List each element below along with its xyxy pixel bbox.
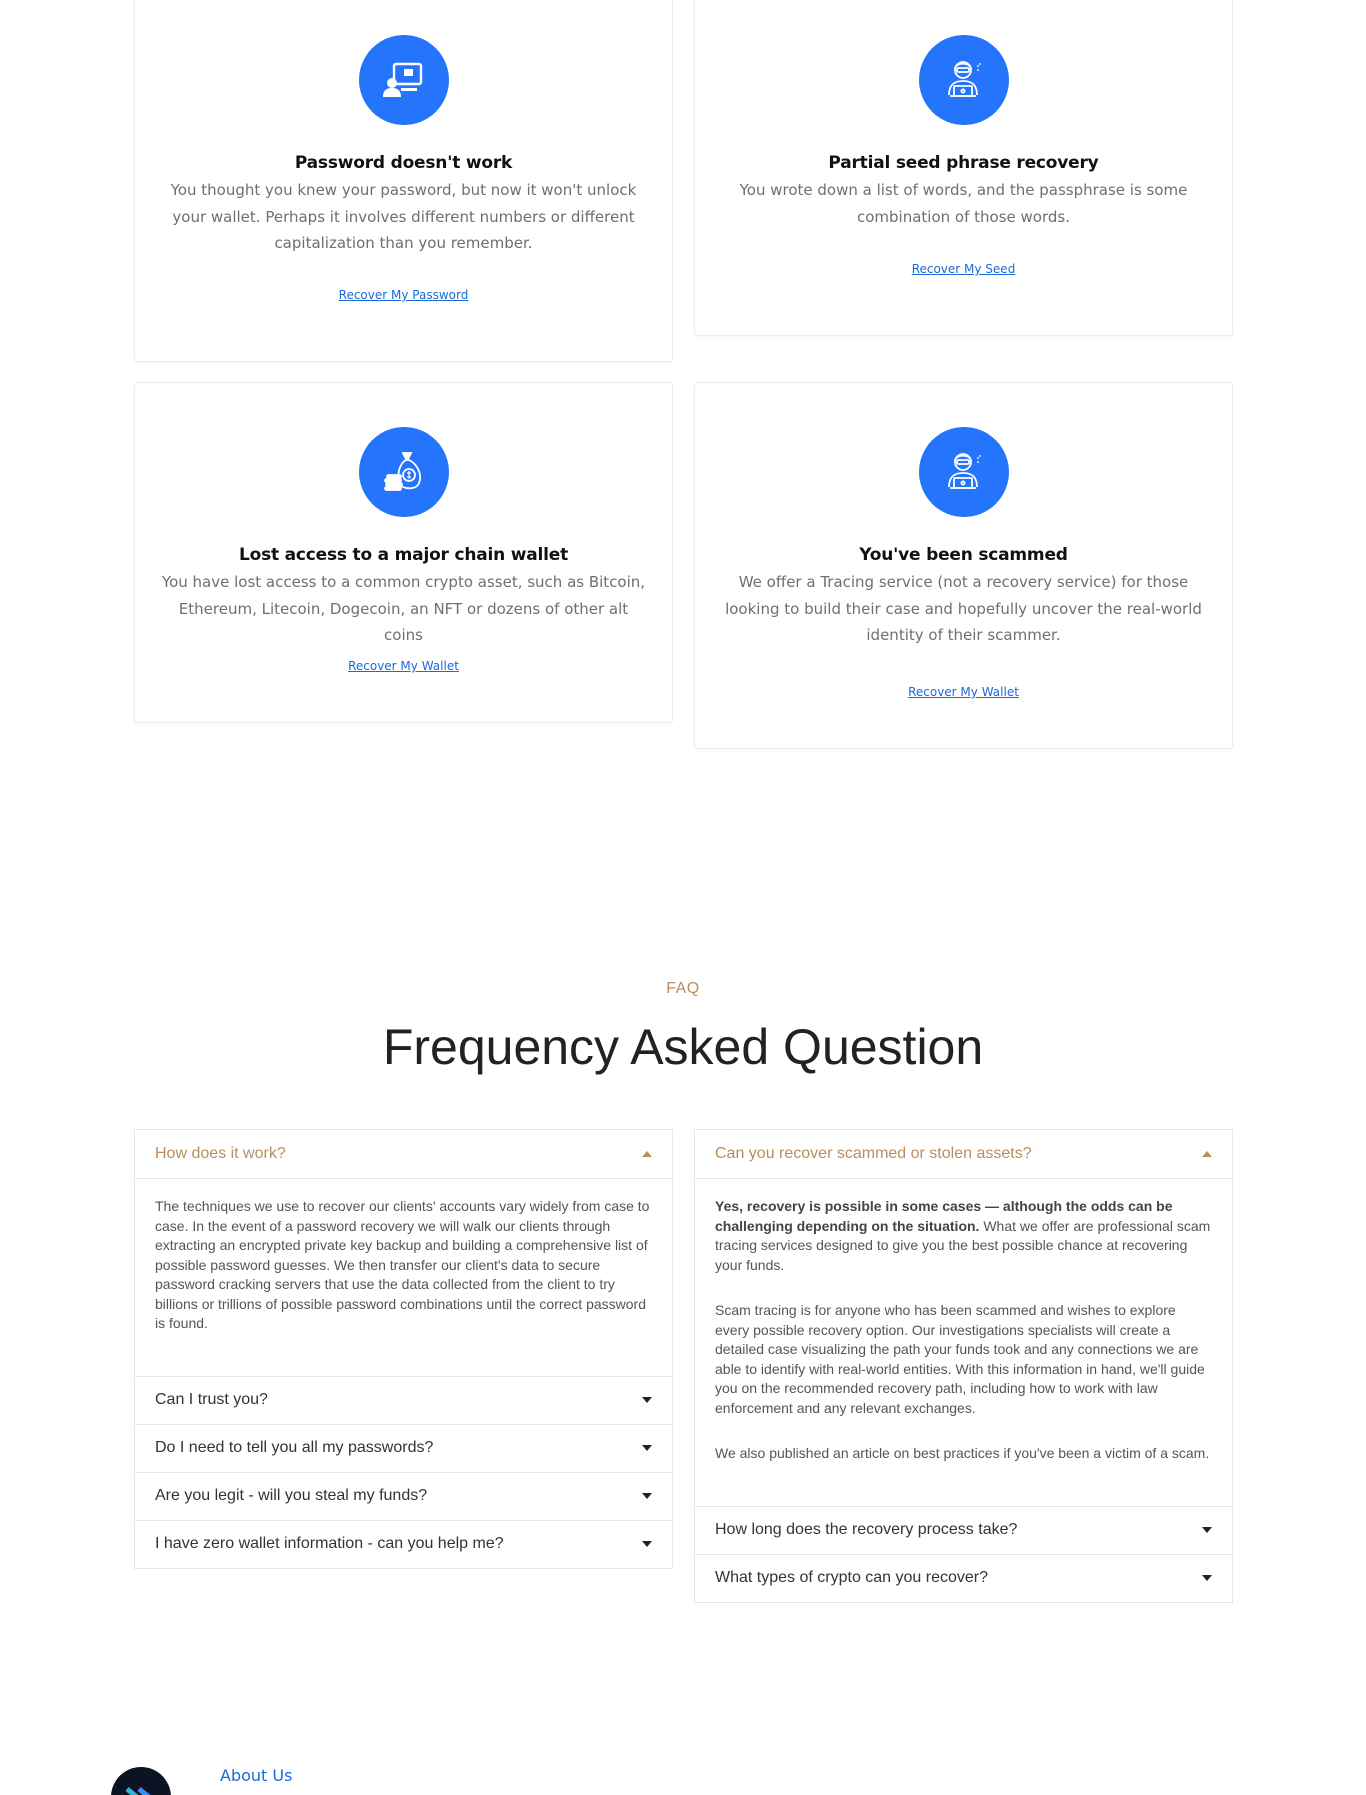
service-card-wallet xyxy=(134,382,673,723)
logo-chevron-icon xyxy=(111,1767,171,1795)
service-card-scammed xyxy=(694,382,1233,749)
service-card-seed xyxy=(694,0,1233,336)
faq-question-text: I have zero wallet information - can you help me? xyxy=(155,1535,504,1552)
caret-down-icon xyxy=(642,1493,652,1499)
faq-item xyxy=(695,1506,1232,1554)
faq-item xyxy=(135,1130,672,1376)
caret-down-icon xyxy=(642,1445,652,1451)
card-description: We offer a Tracing service (not a recovery service) for those looking to build their case and hopefully uncover the real-world identity of their scammer. xyxy=(725,573,1202,644)
caret-down-icon xyxy=(642,1397,652,1403)
footer-logo[interactable] xyxy=(111,1767,171,1795)
faq-question-text: How does it work? xyxy=(155,1145,286,1162)
faq-answer-text: The techniques we use to recover our clients' accounts vary widely from case to case. In the event of a password recovery we will walk our clients through extracting an encrypted private key backup and building a comprehensive list of possible password guesses. We then transfer our client's data to secure password cracking servers that use the data collected from the client to try billions or trillions of possible password combinations until the correct password is found. xyxy=(155,1198,650,1331)
faq-item xyxy=(135,1472,672,1520)
faq-answer-text xyxy=(715,1197,1212,1275)
caret-up-icon xyxy=(642,1151,652,1157)
faq-answer xyxy=(135,1178,672,1376)
hacker-laptop-icon xyxy=(919,35,1009,125)
recover-password-link[interactable]: Recover My Password xyxy=(338,288,469,302)
faq-question[interactable] xyxy=(135,1130,672,1178)
card-title: Partial seed phrase recovery xyxy=(828,153,1099,173)
recover-wallet-link[interactable]: Recover My Wallet xyxy=(348,659,459,673)
faq-question[interactable] xyxy=(135,1425,672,1472)
faq-question[interactable] xyxy=(695,1130,1232,1178)
caret-down-icon xyxy=(1202,1527,1212,1533)
card-title: Lost access to a major chain wallet xyxy=(238,545,569,565)
faq-item xyxy=(135,1424,672,1472)
faq-question[interactable] xyxy=(135,1377,672,1424)
recover-wallet-link[interactable]: Recover My Wallet xyxy=(908,685,1019,699)
faq-question-text: How long does the recovery process take? xyxy=(715,1521,1018,1538)
faq-question-text: Can you recover scammed or stolen assets? xyxy=(715,1145,1032,1162)
card-title: You've been scammed xyxy=(859,545,1068,565)
faq-item xyxy=(135,1376,672,1424)
faq-question-text: Can I trust you? xyxy=(155,1391,268,1408)
faq-question[interactable] xyxy=(695,1507,1232,1554)
hacker-laptop-icon xyxy=(919,427,1009,517)
faq-answer-paragraph: Scam tracing is for anyone who has been scammed and wishes to explore every possible recovery option. Our investigations specialists will create a detailed case visualizing the path your funds took and any connections we are able to identify with real-world entities. With this information in hand, we'll guide you on the recommended recovery path, including how to work with law enforcement and any relevant exchanges. xyxy=(715,1302,1205,1416)
faq-answer-bold: Yes, recovery is possible in some cases — although the odds can be challenging depending on the situation. xyxy=(715,1198,1173,1234)
caret-down-icon xyxy=(642,1541,652,1547)
service-card-password xyxy=(134,0,673,362)
faq-question-text: What types of crypto can you recover? xyxy=(715,1569,989,1586)
faq-question[interactable] xyxy=(135,1521,672,1568)
faq-answer-rest: What we offer are professional scam tracing services designed to give you the best possible chance at recovering your funds. xyxy=(715,1217,1211,1273)
faq-answer-paragraph: We also published an article on best practices if you've been a victim of a scam. xyxy=(715,1445,1210,1461)
faq-accordion-right xyxy=(694,1129,1233,1603)
faq-accordion-left xyxy=(134,1129,673,1569)
faq-item xyxy=(135,1520,672,1568)
faq-answer xyxy=(695,1178,1232,1506)
caret-down-icon xyxy=(1202,1575,1212,1581)
faq-question[interactable] xyxy=(135,1473,672,1520)
faq-title: Frequency Asked Question xyxy=(382,1019,984,1075)
money-bag-coins-icon xyxy=(359,427,449,517)
faq-question-text: Do I need to tell you all my passwords? xyxy=(155,1439,434,1456)
caret-up-icon xyxy=(1202,1151,1212,1157)
card-title: Password doesn't work xyxy=(294,153,513,173)
card-description: You wrote down a list of words, and the passphrase is some combination of those words. xyxy=(739,181,1188,226)
faq-question[interactable] xyxy=(695,1555,1232,1602)
card-description: You thought you knew your password, but now it won't unlock your wallet. Perhaps it involves different numbers or different capitalization than you remember. xyxy=(170,181,637,252)
footer-about-link[interactable]: About Us xyxy=(220,1766,293,1785)
recover-seed-link[interactable]: Recover My Seed xyxy=(911,262,1016,276)
faq-item xyxy=(695,1130,1232,1506)
person-screen-icon xyxy=(359,35,449,125)
faq-question-text: Are you legit - will you steal my funds? xyxy=(155,1487,428,1504)
card-description: You have lost access to a common crypto asset, such as Bitcoin, Ethereum, Litecoin, Dogecoin, an NFT or dozens of other alt coins xyxy=(161,573,646,644)
faq-eyebrow: FAQ xyxy=(666,980,700,997)
faq-item xyxy=(695,1554,1232,1602)
